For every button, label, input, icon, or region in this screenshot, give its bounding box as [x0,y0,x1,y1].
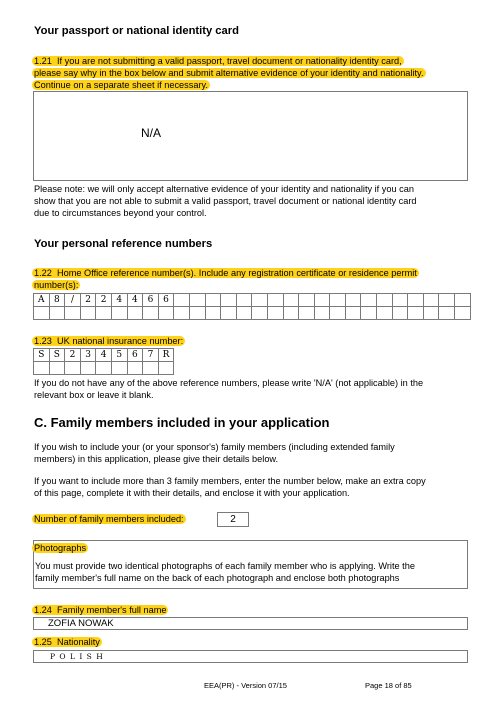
character-box[interactable] [252,294,268,307]
character-box-blank[interactable] [190,307,206,320]
character-box[interactable]: / [65,294,81,307]
character-box-blank[interactable] [143,362,159,375]
note-line: If you do not have any of the above reference numbers, please write 'N/A' (not applicable) in the [34,378,424,388]
character-box[interactable] [346,294,362,307]
question-number: 1.24 [34,605,52,615]
question-1-24 [32,604,168,616]
question-text: UK national insurance number: [57,336,184,346]
character-box-blank[interactable] [408,307,424,320]
character-box[interactable]: 6 [143,294,159,307]
family-count-label [32,513,186,525]
character-box-blank[interactable] [361,307,377,320]
intro-line: of this page, complete it with their details, and enclose it with your application. [34,488,350,498]
intro-line: If you want to include more than 3 family members, enter the number below, make an extra copy [34,476,426,486]
character-box-blank[interactable] [128,307,144,320]
character-box[interactable] [206,294,222,307]
question-number: 1.25 [34,637,52,647]
character-box-blank[interactable] [237,307,253,320]
character-box-blank[interactable] [315,307,331,320]
question-text: Continue on a separate sheet if necessary. [34,80,208,90]
character-box[interactable]: 5 [112,349,128,362]
question-1-25 [32,636,102,648]
character-box-blank[interactable] [96,307,112,320]
character-box[interactable] [393,294,409,307]
character-box-blank[interactable] [346,307,362,320]
photographs-text: You must provide two identical photographs of each family member who is applying. Write the [35,561,415,571]
photographs-box [33,540,468,589]
character-box[interactable] [439,294,455,307]
character-box[interactable]: 8 [50,294,66,307]
character-box-blank[interactable] [393,307,409,320]
character-box[interactable] [237,294,253,307]
character-box-blank[interactable] [221,307,237,320]
note-line: Please note: we will only accept alternative evidence of your identity and nationality if you can [34,184,414,194]
character-box-blank[interactable] [424,307,440,320]
character-box[interactable] [315,294,331,307]
character-box[interactable] [190,294,206,307]
character-box-blank[interactable] [128,362,144,375]
character-box-blank[interactable] [143,307,159,320]
character-box[interactable]: 2 [65,349,81,362]
character-box[interactable]: 4 [112,294,128,307]
character-box-blank[interactable] [65,362,81,375]
character-box-blank[interactable] [96,362,112,375]
character-box[interactable] [221,294,237,307]
photographs-label: Photographs [34,543,87,553]
character-box-blank[interactable] [112,307,128,320]
character-box[interactable]: 2 [81,294,97,307]
character-box-blank[interactable] [34,362,50,375]
character-box-blank[interactable] [206,307,222,320]
character-box[interactable] [330,294,346,307]
character-box[interactable]: 6 [159,294,175,307]
references-heading: Your personal reference numbers [34,238,213,250]
character-box-blank[interactable] [34,307,50,320]
note-line: show that you are not able to submit a valid passport, travel document or national identity card [34,196,417,206]
character-box[interactable] [455,294,471,307]
character-box[interactable] [174,294,190,307]
question-text: Family member's full name [57,605,167,615]
character-box-blank[interactable] [284,307,300,320]
character-box-blank[interactable] [159,307,175,320]
national-insurance-field[interactable] [33,348,174,375]
character-box-blank[interactable] [50,307,66,320]
passport-heading: Your passport or national identity card [34,25,239,37]
character-box[interactable]: 4 [96,349,112,362]
note-line: due to circumstances beyond your control. [34,208,207,218]
nationality-value: P O L I S H [50,652,104,661]
intro-line: members) in this application, please give their details below. [34,454,279,464]
character-box[interactable] [408,294,424,307]
family-member-name-field[interactable] [33,617,468,630]
footer-version: EEA(PR) - Version 07/15 [204,681,287,690]
question-text: number(s): [34,280,79,290]
character-box-blank[interactable] [81,307,97,320]
question-number: 1.21 [34,56,52,66]
character-box[interactable]: R [159,349,175,362]
character-box[interactable]: A [34,294,50,307]
question-text: Nationality [57,637,100,647]
references-note [34,377,474,401]
name-value: ZOFIA NOWAK [48,618,114,629]
family-extra-copy-note [34,475,474,499]
intro-line: If you wish to include your (or your sponsor's) family members (including extended family [34,442,395,452]
question-number: 1.22 [34,268,52,278]
character-box[interactable]: 6 [128,349,144,362]
character-box[interactable] [284,294,300,307]
note-line: relevant box or leave it blank. [34,390,154,400]
character-box-blank[interactable] [65,307,81,320]
character-box-blank[interactable] [174,307,190,320]
character-box[interactable] [299,294,315,307]
character-box[interactable] [377,294,393,307]
passport-note [34,183,474,219]
character-box-blank[interactable] [439,307,455,320]
family-count-input[interactable]: 2 [217,512,249,527]
family-intro [34,441,474,465]
question-1-23 [32,335,185,347]
home-office-reference-field[interactable] [33,293,471,320]
character-box-blank[interactable] [159,362,175,375]
count-label-text: Number of family members included: [34,514,184,524]
character-box-blank[interactable] [50,362,66,375]
nationality-field[interactable] [33,650,468,663]
character-box[interactable]: 2 [96,294,112,307]
character-box-blank[interactable] [252,307,268,320]
alternative-evidence-textbox[interactable] [33,91,468,181]
character-box-blank[interactable] [299,307,315,320]
character-box-blank[interactable] [455,307,471,320]
answer-text: N/A [141,126,162,140]
character-box[interactable]: 3 [81,349,97,362]
photographs-text: family member's full name on the back of each photograph and enclose both photographs [35,573,400,583]
character-box-blank[interactable] [112,362,128,375]
character-box[interactable]: 4 [128,294,144,307]
family-heading: C. Family members included in your application [34,415,330,430]
question-1-21 [32,55,472,91]
character-box-blank[interactable] [268,307,284,320]
footer-page-number: Page 18 of 85 [365,681,412,690]
question-1-22 [32,267,472,291]
character-box-blank[interactable] [81,362,97,375]
character-box[interactable]: S [34,349,50,362]
character-box[interactable]: S [50,349,66,362]
character-box-blank[interactable] [377,307,393,320]
character-box[interactable] [268,294,284,307]
character-box-blank[interactable] [330,307,346,320]
character-box[interactable] [361,294,377,307]
question-text: Home Office reference number(s). Include any registration certificate or residence permit [57,268,417,278]
question-text: please say why in the box below and submit alternative evidence of your identity and nationality. [34,68,424,78]
character-box[interactable] [424,294,440,307]
question-number: 1.23 [34,336,52,346]
character-box[interactable]: 7 [143,349,159,362]
question-text: If you are not submitting a valid passport, travel document or nationality identity card, [57,56,402,66]
